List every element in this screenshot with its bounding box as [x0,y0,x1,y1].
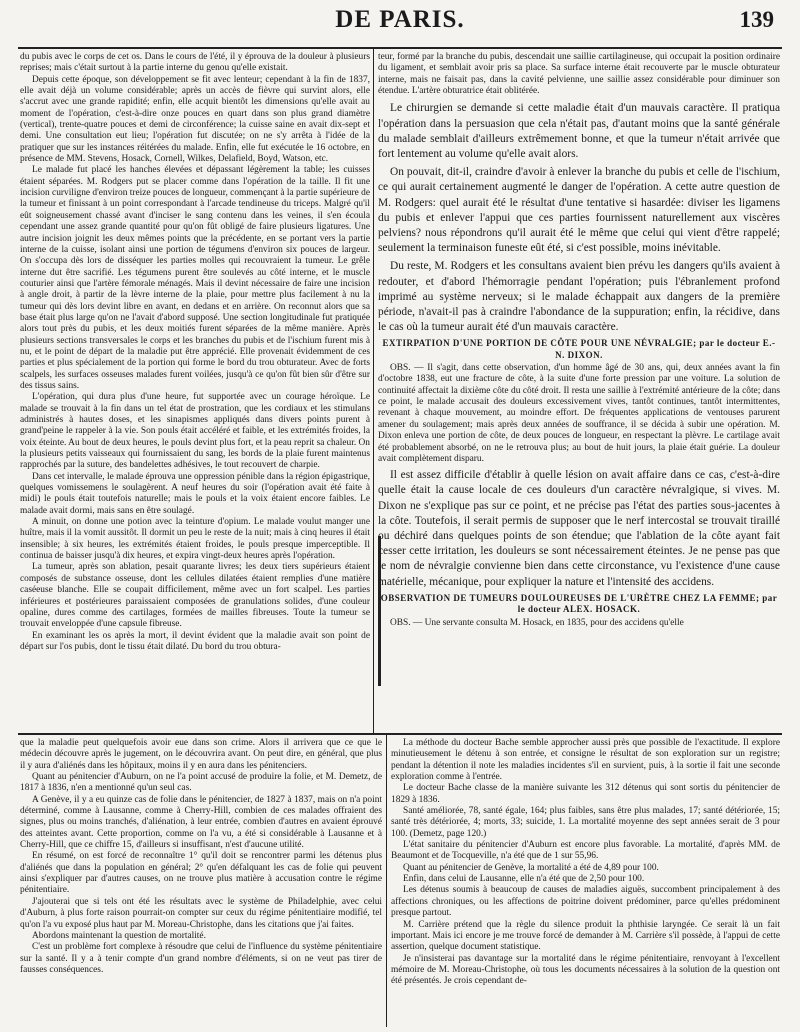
column-bottom-left [20,738,382,1028]
column-top-left [20,52,370,732]
paragraph: La méthode du docteur Bache semble approcher aussi près que possible de l'exactitude. Il explore minutieusement le détenu à son entrée, et consigne le résultat de son exploration sur un registre; pendant la détention il note les maladies incidentes s'il en survient, puis, à la sortie il fait une seconde exploration comme à l'entrée. [391,738,780,783]
column-top-right [378,52,780,732]
page-number: 139 [739,7,774,32]
large-type-block [378,468,780,590]
paragraph: L'état sanitaire du pénitencier d'Auburn est encore plus favorable. La mortalité, d'après MM. de Beaumont et de Tocqueville, n'a été que de 1 sur 55,96. [391,840,780,862]
article-heading: EXTIRPATION D'UNE PORTION DE CÔTE POUR UNE NÉVRALGIE; par le docteur E.-N. DIXON. [382,338,776,360]
paragraph: Le docteur Bache classe de la manière suivante les 312 détenus qui sont sortis du pénitencier de 1829 à 1836. [391,783,780,805]
paragraph: La tumeur, après son ablation, pesait quarante livres; les deux tiers supérieurs étaient composés de substance osseuse, dont les cellules dilatées étaient remplies d'une matière caséeuse blanche. Elle se coupait difficilement, même avec un fort scalpel. Les parties inférieures et postérieures paraissaient composées de granulations solides, d'une couleur opaline, dures comme des cartilages, formées de mailles fibreuses. Toute la tumeur se trouvait enveloppée d'une capsule fibreuse. [20,562,370,630]
paragraph: C'est un problème fort complexe à résoudre que celui de l'influence du système pénitentiaire sur la santé. Il y a à tenir compte d'un grand nombre d'éléments, si on ne veut pas tirer de fausses conséquences. [20,942,382,975]
column-rule-bottom [386,735,387,1027]
page-header [0,0,800,44]
paragraph: teur, formé par la branche du pubis, descendait une saillie cartilagineuse, qui occupait la position ordinaire du ligament, et semblait avoir pris sa place. Sa surface interne était recouverte par le muscle obturateur interne, mais ne faisait pas, dans la cavité pelvienne, une saillie assez considérable pour diminuer son étendue. L'artère obturatrice était oblitérée. [378,52,780,97]
paragraph: Les détenus soumis à beaucoup de causes de maladies aiguës, succombent principalement à des affections chroniques, ou les affections de poitrine doivent prédominer, parce qu'elles prédominent presque partout. [391,885,780,919]
paragraph: Quant au pénitencier de Genève, la mortalité a été de 4,89 pour 100. [403,862,659,873]
paragraph: Le chirurgien se demande si cette maladie était d'un mauvais caractère. Il pratiqua l'opération dans la persuasion que cela n'était pas, d'autant moins que la santé générale du malade semblait d'ailleurs extrêmement bonne, et que la tumeur n'était arrivée que fort lentement au volume qu'elle avait alors. [378,102,780,160]
paragraph: du pubis avec le corps de cet os. Dans le cours de l'été, il y éprouva de la douleur à plusieurs reprises; mais c'était surtout à la partie interne du genou qu'elle existait. [20,52,370,74]
column-bottom-right [391,738,780,1028]
paragraph: En examinant les os après la mort, il devint évident que la maladie avait son point de départ sur l'os pubis, dont le tissu était dilaté. Du bord du trou obtura- [20,630,370,652]
paragraph: En résumé, on est forcé de reconnaître 1° qu'il doit se rencontrer parmi les détenus plus d'aliénés que dans la population en général; 2° qu'en défalquant les cas de folie qui peuvent ainsi s'expliquer par d'autres causes, on ne trouve plus matière à accusation contre le régime pénitentiaire. [20,851,382,896]
paragraph: A minuit, on donne une potion avec la teinture d'opium. Le malade voulut manger une huître, mais il la vomit aussitôt. Il dormit un peu le reste de la nuit; mais à cinq heures il était insensible; à six heures, les extrémités étaient froides, le pouls presque imperceptible. Il continua de baisser jusqu'à dix heures, et expira vingt-deux heures après l'opération. [20,517,370,562]
masthead-title: DE PARIS. [335,6,465,33]
paragraph: Je n'insisterai pas davantage sur la mortalité dans le régime pénitentiaire, renvoyant à l'excellent mémoire de M. Moreau-Christophe, où tous les documents nécessaires à la solution de la question ont été présentés. Je crois cependant de- [391,953,780,987]
large-type-block [378,101,780,335]
paragraph: Il est assez difficile d'établir à quelle lésion on avait affaire dans ce cas, c'est-à-dire quelle était la cause locale de ces douleurs d'un caractère névralgique, si vives. M. Dixon ne s'explique pas sur ce point, et ne précise pas l'état des parties sous-jacentes à la côte. Toutefois, il serait permis de supposer que le nerf intercostal se trouvait tiraillé ou déchiré dans quelques points de son étendue; que l'ablation de la côte ayant fait cesser cette irritation, les douleurs se sont nécessairement éteintes. Je ne pense pas que le nom de névralgie convienne bien dans cette circonstance, vu l'existence d'une cause matérielle, mécanique, pour expliquer la nature et l'intensité des accidens. [378,469,780,588]
paragraph: Le malade fut placé les hanches élevées et dépassant légèrement la table; les cuisses étaient séparées. M. Rodgers put se placer comme dans l'opération de la taille. Il fit une incision curviligne d'environ treize pouces de longueur, commençant à la partie supérieure de la tumeur et finissant à un point correspondant à l'arcade tendineuse du triceps. Malgré qu'il eût soigneusement chassé avant d'inciser le sang contenu dans les veines, il s'en écoula cependant une assez grande quantité pour qu'on fût obligé de faire plusieurs ligatures. Une autre incision joignit les deux mêmes points que la précédente, en se portant vers la partie interne de la cuisse, isolant ainsi une portion de tégumens d'environ six pouces de largeur. On s'occupa dès lors de disséquer les parties molles qui recouvraient la tumeur. Le grêle interne dut être sacrifié. Les tégumens purent être soulevés au côté interne, et le muscle couturier ainsi que l'artère fémorale ménagés. Mais il devint nécessaire de faire une incision à angle droit, à partir de la lèvre interne de la plaie, pour mettre plus facilement à nu la tumeur qui dès lors devint libre en avant, en dedans et en arrière. On reconnut alors que sa base était plus large qu'on ne l'avait d'abord supposé. Une section longitudinale fut pratiquée alors tout près du pubis, et les deux moitiés furent séparées de la même manière. Après plusieurs sections transversales le corps et les branches du pubis et de l'ischium furent mis à nu, et le point de départ de la maladie put être apprécié. Elle provenait évidemment de ces parties et plus spécialement de la portion qui forme le bord du trou obturateur. Avec de forts scalpels, les surfaces osseuses malades furent voilées, jusqu'à ce qu'on fût bien sûr d'être sur des tissus sains. [20,165,370,391]
section-rule [18,733,782,735]
paragraph: OBS. — Il s'agit, dans cette observation, d'un homme âgé de 30 ans, qui, deux années avant la fin d'octobre 1838, eut une fracture de côte, à la suite d'une forte pression par une voiture. La solution de continuité affectait la dixième côte du côté droit. Il resta une saillie à l'extrémité antérieure de la côte; dans ce point, le malade accusait des douleurs excessivement vives, tantôt continues, tantôt intermittentes, revenant à chaque mouvement, au moindre effort. De fréquentes applications de ventouses parurent amener du soulagement; mais après deux années de souffrance, il se décida à subir une opération. M. Dixon enleva une portion de côte, de deux pouces de longueur, en respectant la plèvre. Le cartilage avait été probablement absorbé, on ne le retrouva plus; au bout de huit jours, la plaie était guérie. La douleur avait complètement disparu. [378,363,780,464]
paragraph: J'ajouterai que si tels ont été les résultats avec le système de Philadelphie, avec celui d'Auburn, à plus forte raison pourrait-on compter sur ceux du régime pénitentiaire modifié, tel qu'on l'a vu exposé plus haut par M. Moreau-Christophe, dans les citations que j'ai faites. [20,896,382,930]
paragraph: A Genève, il y a eu quinze cas de folie dans le pénitencier, de 1827 à 1837, mais on n'a point déterminé, comme à Lausanne, comme à Cherry-Hill, combien de ces malades offraient des signes, plus ou moins tranchés, d'aliénation, à leur entrée, combien d'autres en avaient éprouvé des atteintes avant. Cette proportion, comme on l'a vu, a été si considérable à Lausanne et à Cherry-Hill, que ce chiffre 15, d'ailleurs si insuffisant, n'est d'aucune utilité. [20,794,382,851]
column-rule-top [373,49,374,733]
paragraph: Quant au pénitencier d'Auburn, on ne l'a point accusé de produire la folie, et M. Demetz, de 1817 à 1836, n'en a mentionné qu'un seul cas. [20,772,382,794]
paragraph: Dans cet intervalle, le malade éprouva une oppression pénible dans la région épigastrique, quelques vomissemens le soulagèrent. A neuf heures du soir (l'opération avait été faite à midi) le pouls était toutefois naturelle; mais le pouls et la voix étaient encore faibles. Le malade avait dormi, mais sans en être soulagé. [20,471,370,516]
paragraph: L'opération, qui dura plus d'une heure, fut supportée avec un courage héroïque. Le malade se trouvait à la fin dans un tel état de prostration, que les cordiaux et les stimulans administrés à hautes doses, et les sinapismes appliqués dans divers points purent à grand'peine le rappeler à la vie. Son pouls était accéléré et faible, et les extrémités froides, la voix éteinte. Au bout de deux heures, le pouls devint plus fort, et la peau reprit sa chaleur. On la plusieurs petits vaisseaux qui fournissaient du sang, les bords de la plaie furent maintenus rapprochés par la suture, des bandelettes adhésives, le tout recouvert de charpie. [20,392,370,471]
paragraph: Du reste, M. Rodgers et les consultans avaient bien prévu les dangers qu'ils avaient à redouter, et d'abord l'hémorragie pendant l'opération; puis l'ébranlement profond imprimé au système nerveux; si le malade échappait aux dangers de la première période, n'avait-il pas à craindre l'abondance de la suppuration; enfin, la récidive, dans le cas où la tumeur aurait été d'un mauvais caractère. [378,260,780,334]
paragraph: Enfin, dans celui de Lausanne, elle n'a été que de 2,50 pour 100. [403,874,645,885]
paragraph: Abordons maintenant la question de mortalité. [32,930,206,941]
paragraph: Depuis cette époque, son développement se fit avec lenteur; cependant à la fin de 1837, elle avait déjà un volume considérable; après un accès de fièvre qui survint alors, elle s'accrut avec une grande rapidité; enfin, elle acquit bientôt les dimensions qu'elle avait au moment de l'opération, c'est-à-dire onze pouces en quart dans son plus grand diamètre (vertical), trente-quatre pouces et demi de circonférence; la cuisse saine en avait dix-sept et demi. Une consultation eut lieu; l'opération fut discutée; on ne s'y arrêta à l'idée de la pratiquer que sur les instances réitérées du malade. Enfin, elle fut exécutée le 16 octobre, en présence de MM. Stevens, Hosack, Cornell, Wilkes, Delafield, Boyd, Watson, etc. [20,74,370,165]
paragraph: OBS. — Une servante consulta M. Hosack, en 1835, pour des accidens qu'elle [390,617,684,628]
header-rule [18,47,782,49]
paragraph: On pouvait, dit-il, craindre d'avoir à enlever la branche du pubis et celle de l'ischium, ce qui aurait certainement augmenté le danger de l'opération. A cette autre question de M. Rodgers: quel aurait été le résultat d'une tentative si hasardée: diviser les ligamens du pubis et enlever l'appui que ces parties fournissent naturellement aux viscères pelviens? nous répondrons qu'il aurait été le même que celui qui vient d'être rappelé; seulement la terminaison funeste eût été, si c'est possible, moins inévitable. [378,166,780,255]
paragraph: Santé améliorée, 78, santé égale, 164; plus faibles, sans être plus malades, 17; santé détériorée, 15; santé très détériorée, 4; morts, 33; suicide, 1. La mortalité moyenne des sept années serait de 3 pour 100. (Demetz, page 120.) [391,806,780,839]
masthead [0,6,800,34]
paragraph: que la maladie peut quelquefois avoir eue dans son crime. Alors il arrivera que ce que le médecin découvre après le jugement, on le découvrira avant. On peut dire, en général, que plus il y aura d'aliénés dans les hôpitaux, moins il y en aura dans les pénitenciers. [20,738,382,771]
paragraph: M. Carrière prétend que la règle du silence produit la phthisie laryngée. Ce serait là un fait important. Mais ici encore je me trouve forcé de demander à M. Carrière s'il possède, à l'appui de cette assertion, quelque document statistique. [391,919,780,953]
article-heading: OBSERVATION DE TUMEURS DOULOUREUSES DE L'URÈTRE CHEZ LA FEMME; par le docteur ALEX. HOSACK. [380,592,778,615]
